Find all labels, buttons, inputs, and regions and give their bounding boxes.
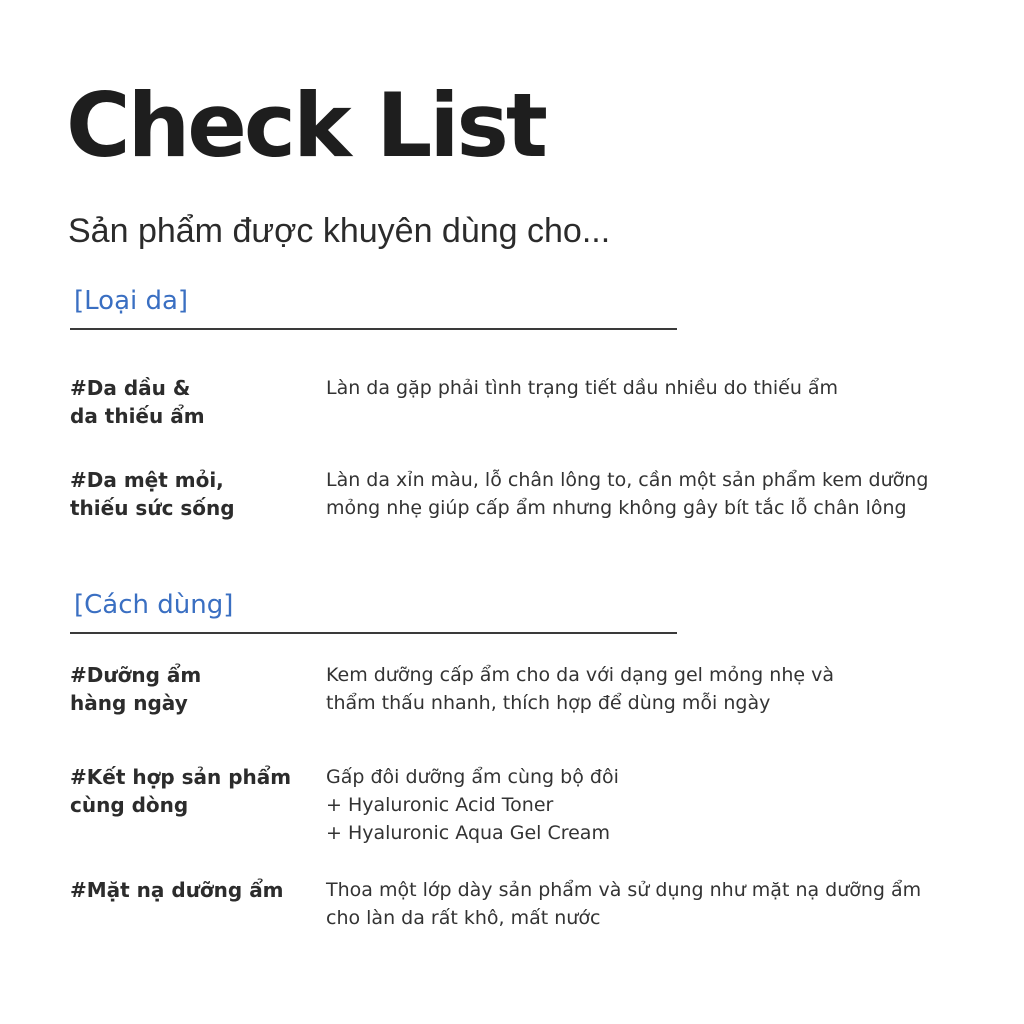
list-item-daily-moisturizing [70,661,970,717]
item-description: Gấp đôi dưỡng ẩm cùng bộ đôi + Hyaluronic Acid Toner + Hyaluronic Aqua Gel Cream [326,766,619,844]
item-description: Làn da gặp phải tình trạng tiết dầu nhiều do thiếu ẩm [326,377,839,399]
section-heading-skin-type [70,288,677,330]
item-description: Làn da xỉn màu, lỗ chân lông to, cần một sản phẩm kem dưỡng mỏng nhẹ giúp cấp ẩm nhưng không gây bít tắc lỗ chân lông [326,469,929,519]
section-heading-label: [Cách dùng] [74,590,234,620]
item-tag: #Kết hợp sản phẩm cùng dòng [70,765,292,817]
list-item-oily-dehydrated-skin [70,374,970,430]
item-tag: #Mặt nạ dưỡng ẩm [70,878,284,902]
item-description: Thoa một lớp dày sản phẩm và sử dụng như mặt nạ dưỡng ẩm cho làn da rất khô, mất nước [326,879,922,929]
item-tag: #Dưỡng ẩm hàng ngày [70,663,202,715]
item-tag: #Da dầu & da thiếu ẩm [70,376,205,428]
item-tag: #Da mệt mỏi, thiếu sức sống [70,468,235,520]
item-description: Kem dưỡng cấp ẩm cho da với dạng gel mỏng nhẹ và thẩm thấu nhanh, thích hợp để dùng mỗi ngày [326,664,834,714]
list-item-tired-dull-skin [70,466,970,522]
list-item-combine-products [70,763,970,847]
page-subtitle: Sản phẩm được khuyên dùng cho... [68,212,611,250]
section-heading-usage [70,592,677,634]
list-item-moisturizing-mask [70,876,970,932]
page-title: Check List [66,74,545,177]
section-heading-label: [Loại da] [74,286,189,316]
